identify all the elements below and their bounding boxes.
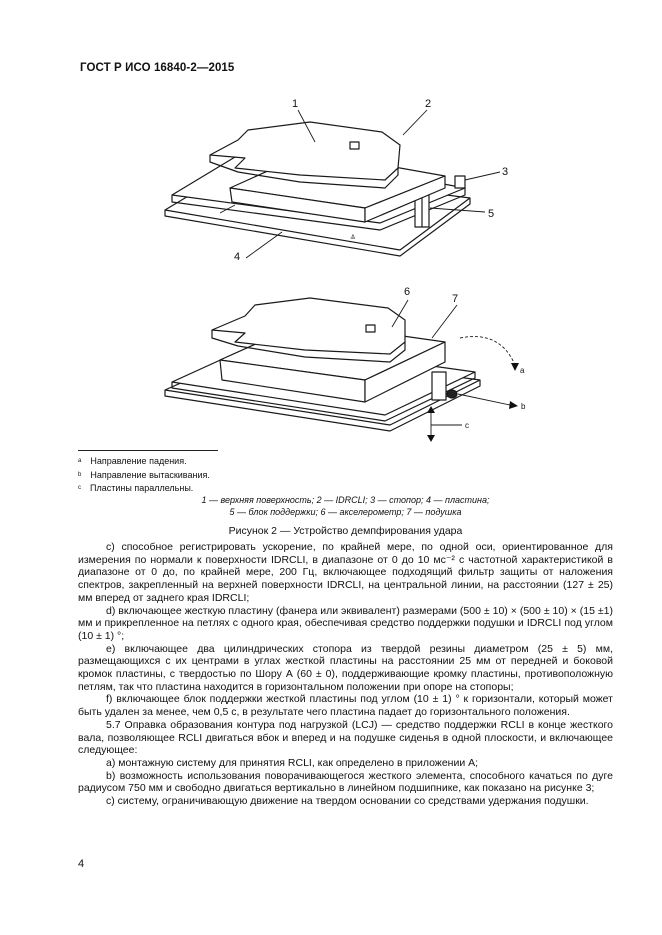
label-1: 1 bbox=[292, 98, 299, 110]
label-b: b bbox=[521, 402, 526, 411]
top-assembly bbox=[165, 122, 470, 256]
paragraph: d) включающее жесткую пластину (фанера или эквивалент) размерами (500 ± 10) × (500 ± 10) × (15 ±1) мм и прикрепленное на петлях с одного края, обеспечивая средство поддержки подушки и IDRCLI под углом (10 ± 1) °; bbox=[78, 604, 613, 642]
label-3: 3 bbox=[502, 166, 509, 178]
body-text bbox=[78, 541, 613, 808]
page-number: 4 bbox=[78, 858, 85, 870]
paragraph: f) включающее блок поддержки жесткой пластины под углом (10 ± 1) ° к горизонтали, который может быть удален за менее, чем 0,5 с, в результате чего пластина падает до горизонтального положения. bbox=[78, 693, 613, 719]
paragraph: e) включающее два цилиндрических стопора из твердой резины диаметром (25 ± 5) мм, размещающихся с их центрами в углах жесткой пластины на расстоянии 25 мм от передней и боковой кромок пластины, с твердостью по Шору А (60 ± 0), поддерживающие кромку пластины, противоположную петлям, так что пластина находится в горизонтальном положении при опоре на стопоры; bbox=[78, 642, 613, 693]
paragraph: b) возможность использования поворачивающегося жесткого элемента, способного качаться по дуге радиусом 750 мм и свободно двигаться вертикально в линейном подшипнике, как показано на рисунке 3; bbox=[78, 769, 613, 795]
footnote-item: $^c$ Пластины параллельны. bbox=[78, 483, 194, 493]
paragraph: a) монтажную систему для принятия RCLI, как определено в приложении А; bbox=[106, 756, 479, 769]
label-4: 4 bbox=[234, 251, 241, 263]
stopper bbox=[455, 176, 465, 188]
paragraph: c) способное регистрировать ускорение, по крайней мере, по одной оси, ориентированное для измерения по нормали к поверхности IDRCLI, в диапазоне от 0 до 10 мс⁻² с частотной характеристикой в диапазоне от 0 до, по крайней мере, 200 Гц, включающее подходящий фильтр защиты от наложения спектров, закрепленный на верхней поверхности IDRCLI, на центральной линии, на расстоянии (127 ± 25) мм вперед от заднего края IDRCLI; bbox=[78, 541, 613, 604]
figure-legend-line-2: 5 — блок поддержки; 6 — акселерометр; 7 — подушка bbox=[229, 507, 462, 517]
footnote-item: $^a$ Направление падения. bbox=[78, 456, 187, 466]
figure-caption: Рисунок 2 — Устройство демпфирования удара bbox=[228, 525, 463, 537]
handle bbox=[447, 390, 457, 398]
figure-legend-line-1: 1 — верхняя поверхность; 2 — IDRCLI; 3 — стопор; 4 — пластина; bbox=[201, 495, 490, 505]
pull-arrow bbox=[458, 394, 510, 405]
top-accelerometer bbox=[350, 142, 359, 149]
label-7: 7 bbox=[452, 293, 459, 305]
footnote-rule bbox=[78, 450, 218, 451]
bottom-accelerometer bbox=[366, 325, 375, 332]
hinge-mark: ≙ bbox=[350, 235, 356, 242]
figure-drawing bbox=[60, 80, 640, 450]
label-a: a bbox=[520, 366, 525, 375]
fall-arrow bbox=[460, 337, 515, 365]
footnotes bbox=[78, 455, 210, 496]
label-2: 2 bbox=[425, 98, 432, 110]
paragraph: 5.7 Оправка образования контура под нагрузкой (LCJ) — средство поддержки RCLI в конце жесткого вала, позволяющее RCLI двигаться вбок и вперед и на подушке сиденья в одной плоскости, и включающее следующее: bbox=[78, 718, 613, 757]
label-6: 6 bbox=[404, 286, 411, 298]
paragraph: c) систему, ограничивающую движение на твердом основании со средствами удержания подушки. bbox=[106, 795, 589, 808]
document-header: ГОСТ Р ИСО 16840-2—2015 bbox=[80, 62, 235, 74]
bottom-idrcli bbox=[212, 298, 405, 354]
figure-impact-damping-device bbox=[60, 80, 640, 450]
footnote-item: $^b$ Направление вытаскивания. bbox=[78, 469, 210, 480]
bottom-support-block bbox=[432, 372, 446, 400]
label-5: 5 bbox=[488, 208, 495, 220]
label-c: c bbox=[465, 421, 469, 430]
